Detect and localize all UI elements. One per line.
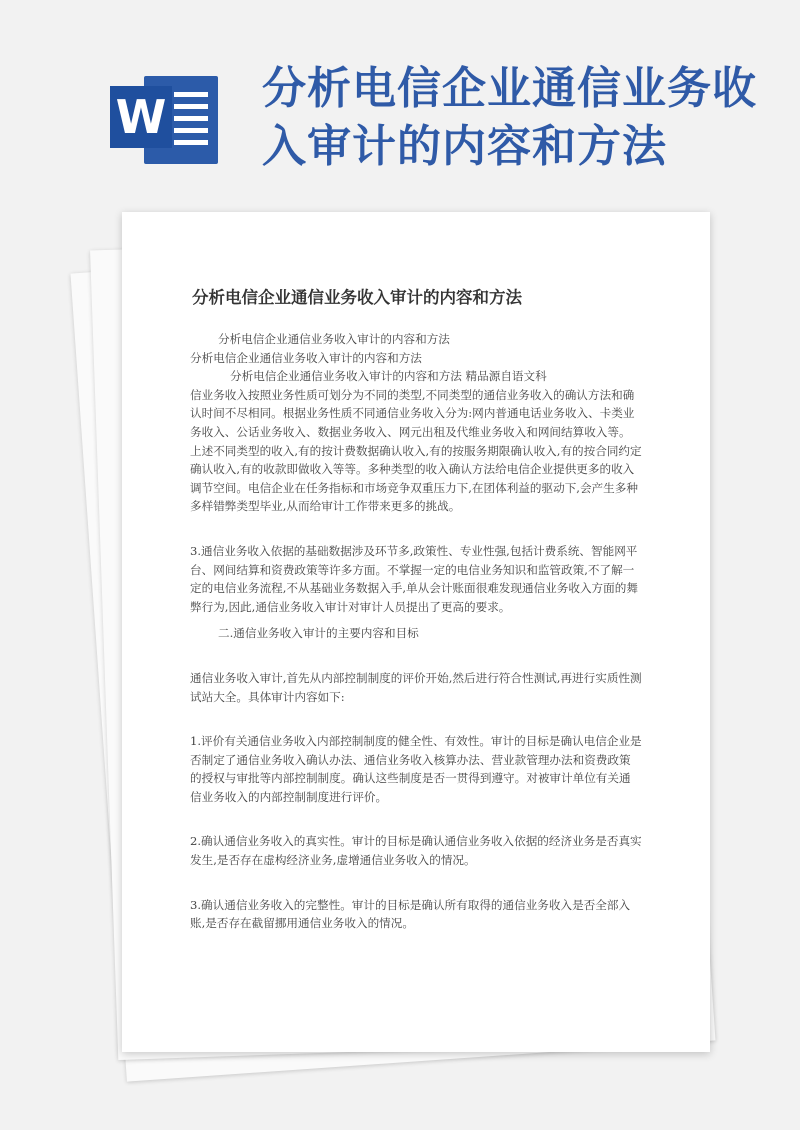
section-heading: 二.通信业务收入审计的主要内容和目标 bbox=[218, 626, 419, 641]
body-paragraph: 通信业务收入审计,首先从内部控制制度的评价开始,然后进行符合性测试,再进行实质性测试站大全。具体审计内容如下: bbox=[190, 670, 642, 704]
body-paragraph: 2.确认通信业务收入的真实性。审计的目标是确认通信业务收入依据的经济业务是否真实发生,是否存在虚构经济业务,虚增通信业务收入的情况。 bbox=[190, 834, 642, 868]
body-paragraph: 分析电信企业通信业务收入审计的内容和方法 精品源自语文科 bbox=[230, 369, 547, 384]
body-paragraph: 分析电信企业通信业务收入审计的内容和方法 bbox=[190, 350, 422, 365]
body-paragraph: 1.评价有关通信业务收入内部控制制度的健全性、有效性。审计的目标是确认电信企业是否制定了通信业务收入确认办法、通信业务收入核算办法、营业款管理办法和资费政策的授权与审批等内部控制制度。确认这些制度是否一贯得到遵守。对被审计单位有关通信业务收入的内部控制制度进行评价。 bbox=[190, 734, 642, 804]
word-document-icon bbox=[110, 72, 222, 168]
body-paragraph: 信业务收入按照业务性质可划分为不同的类型,不同类型的通信业务收入的确认方法和确认时间不尽相同。根据业务性质不同通信业务收入分为:网内普通电话业务收入、卡类业务收入、公话业务收入、数据业务收入、网元出租及代维业务收入和网间结算收入等。上述不同类型的收入,有的按计费数据确认收入,有的按服务期限确认收入,有的按合同约定确认收入,有的收款即做收入等等。多种类型的收入确认方法给电信企业提供更多的收入调节空间。电信企业在任务指标和市场竞争双重压力下,在团体利益的驱动下,会产生多种多样错弊类型毕业,从而给审计工作带来更多的挑战。 bbox=[190, 387, 642, 514]
body-paragraph: 3.确认通信业务收入的完整性。审计的目标是确认所有取得的通信业务收入是否全部入账,是否存在截留挪用通信业务收入的情况。 bbox=[190, 897, 631, 931]
banner-title: 分析电信企业通信业务收入审计的内容和方法 bbox=[262, 63, 757, 172]
document-body bbox=[190, 330, 642, 933]
document-title: 分析电信企业通信业务收入审计的内容和方法 bbox=[192, 288, 522, 307]
body-paragraph: 分析电信企业通信业务收入审计的内容和方法 bbox=[218, 332, 450, 346]
word-logo-letter: W bbox=[110, 86, 172, 148]
document-page bbox=[122, 212, 710, 1052]
body-paragraph: 3.通信业务收入依据的基础数据涉及环节多,政策性、专业性强,包括计费系统、智能网平台、网间结算和资费政策等许多方面。不掌握一定的电信业务知识和监管政策,不了解一定的电信业务流程,不从基础业务数据入手,单从会计账面很难发现通信业务收入方面的舞弊行为,因此,通信业务收入审计对审计人员提出了更高的要求。 bbox=[190, 543, 638, 614]
